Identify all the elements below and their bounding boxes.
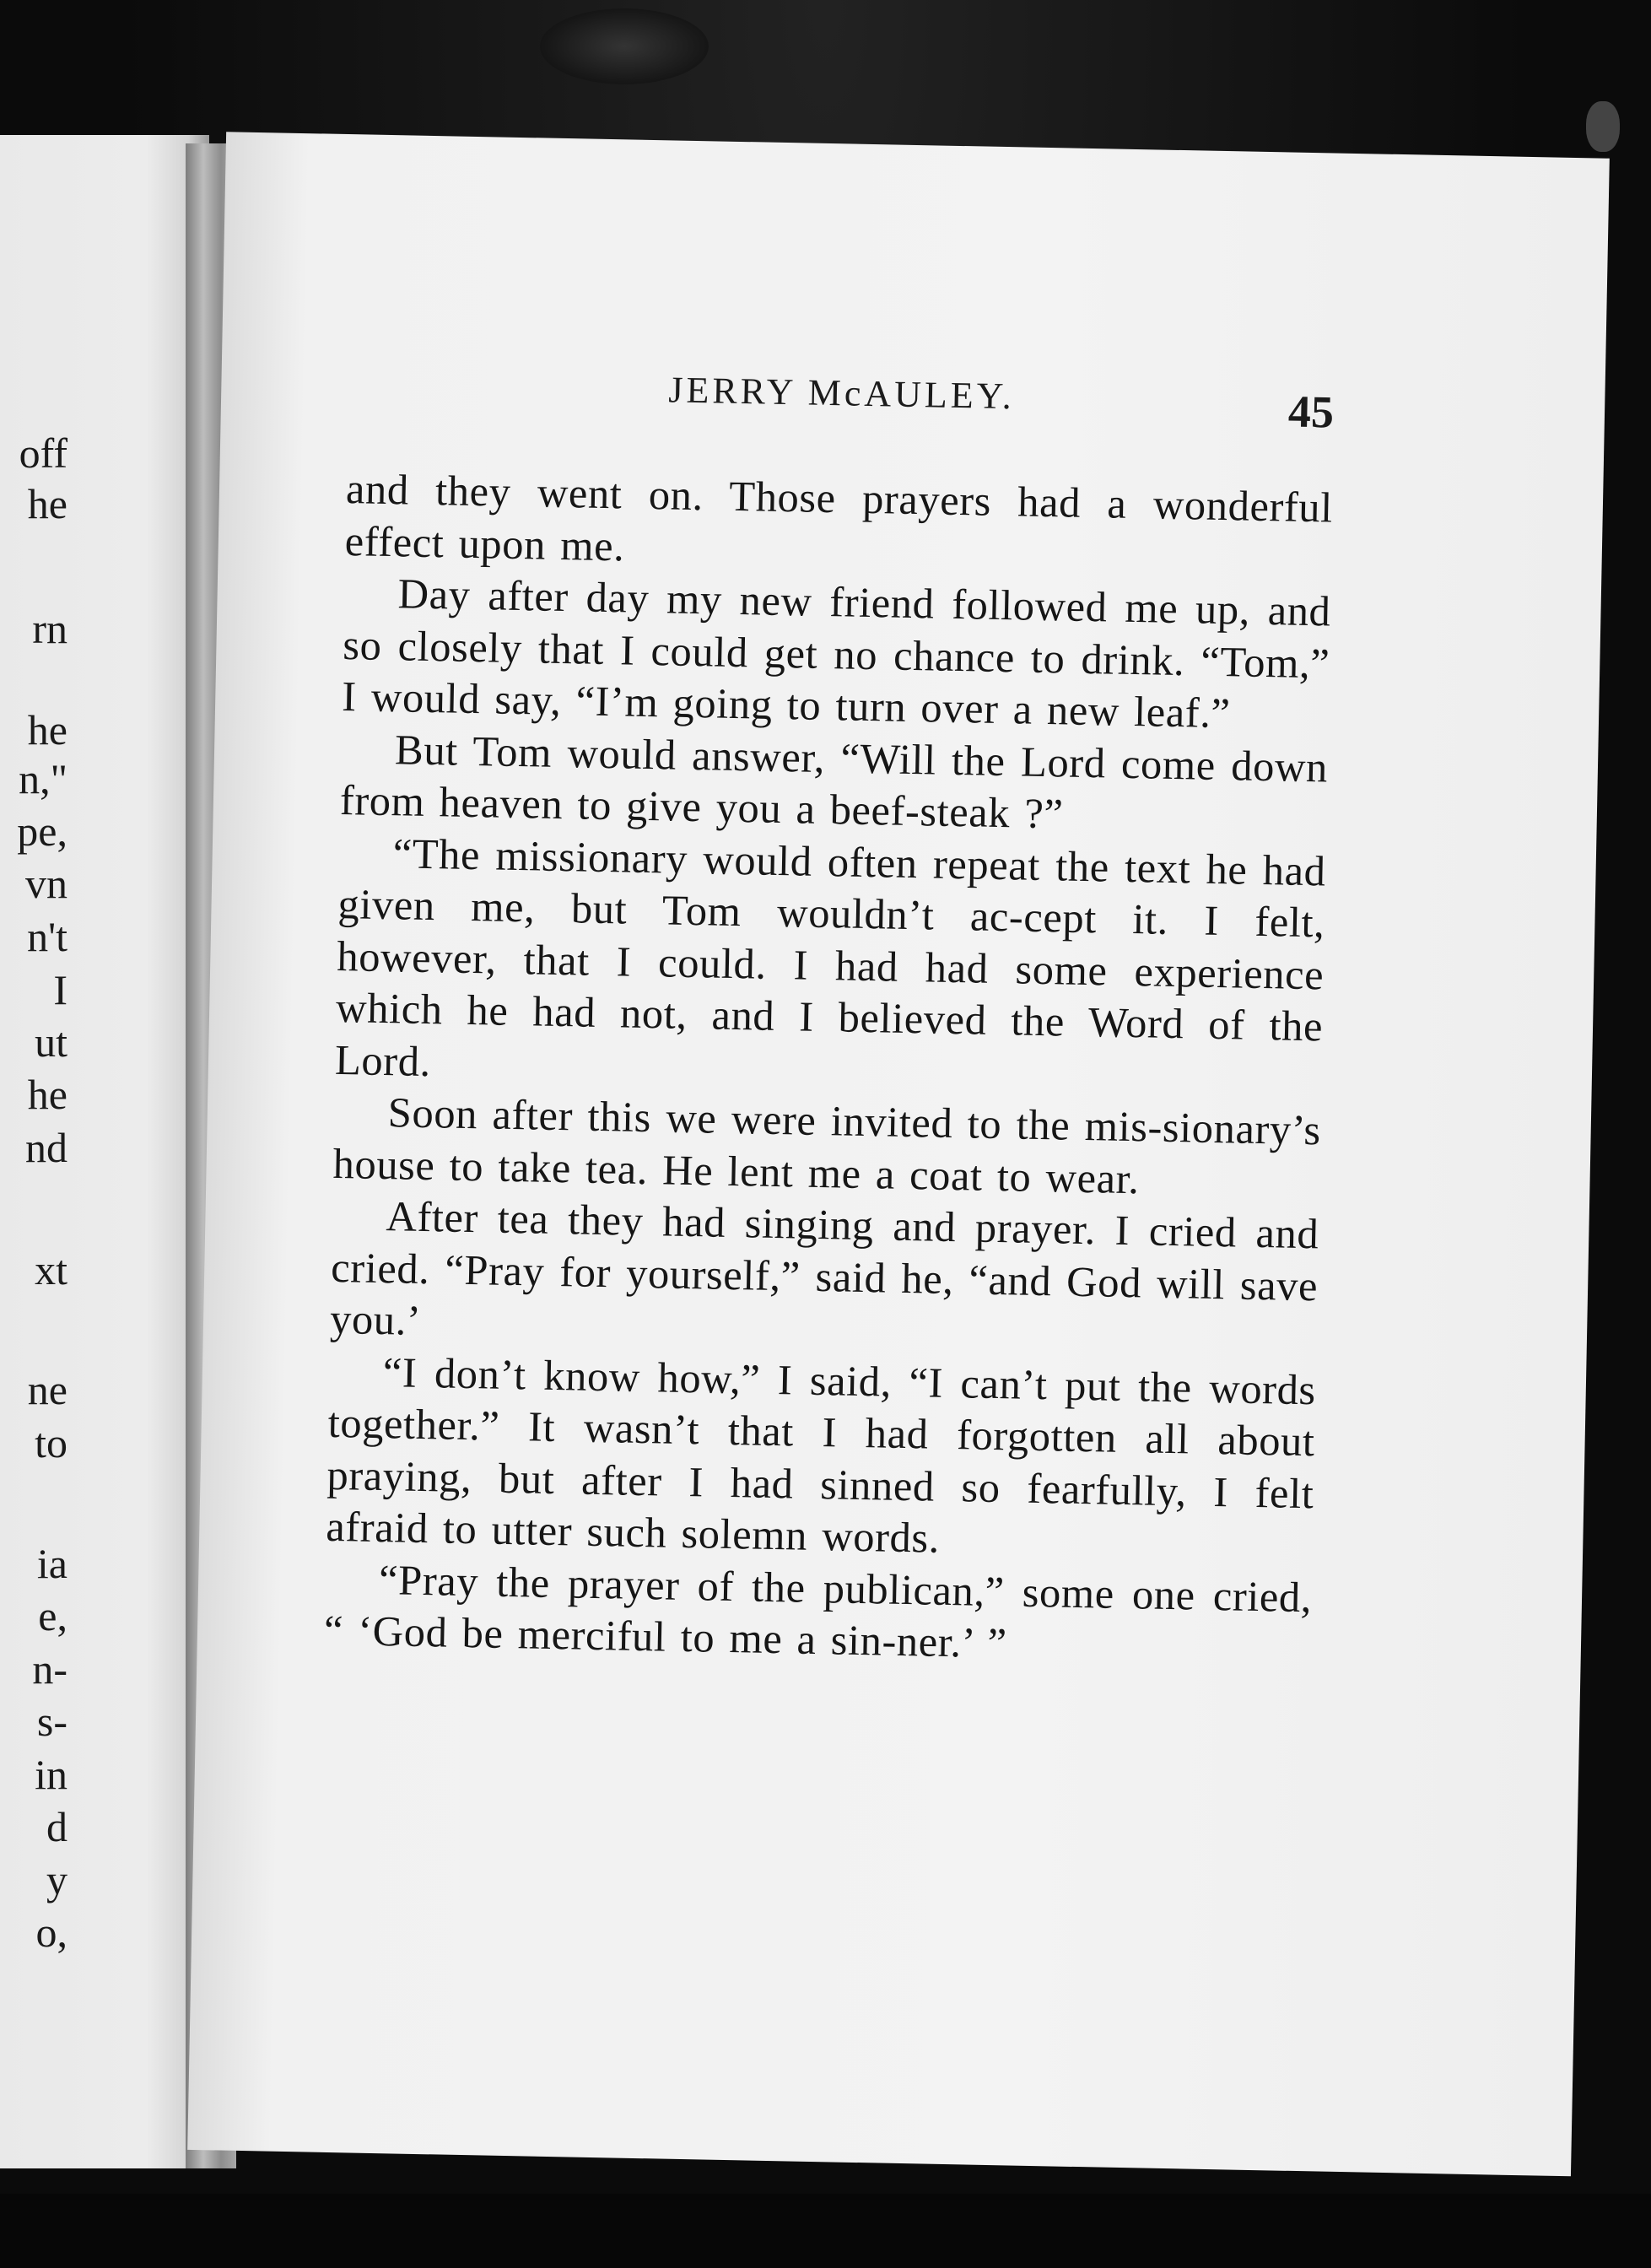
page-number: 45 <box>1287 386 1335 438</box>
paragraph: “The missionary would often repeat the text he had given me, but Tom wouldn’t ac-cept it. I felt, however, that I could. I had had some experience which he had not, and I believed the Word of the Lord. <box>334 829 1327 1085</box>
left-facing-page <box>0 135 209 2168</box>
line-fragment: n- <box>32 1645 67 1693</box>
running-title: JERRY McAULEY. <box>667 369 1016 418</box>
line-fragment: n," <box>19 755 67 802</box>
line-fragment: n't <box>27 913 67 960</box>
line-fragment: to <box>35 1419 67 1466</box>
left-page-fragments <box>0 135 209 2168</box>
line-fragment: he <box>27 1071 67 1118</box>
top-ink-blot <box>540 8 709 84</box>
line-fragment: d <box>46 1803 67 1850</box>
line-fragment: he <box>27 706 67 753</box>
paragraph: After tea they had singing and prayer. I cried and cried. “Pray for yourself,” said he, “and God will save you.’ <box>329 1192 1319 1344</box>
line-fragment: vn <box>25 860 67 907</box>
corner-mark <box>1586 101 1620 152</box>
paragraph: “Pray the prayer of the publican,” some one cried, “ ‘God be merciful to me a sin-ner.’ ” <box>323 1555 1313 1667</box>
line-fragment: o, <box>35 1909 67 1956</box>
line-fragment: ne <box>27 1366 67 1413</box>
paragraph: and they went on. Those prayers had a wonderful effect upon me. <box>344 465 1334 570</box>
line-fragment: pe, <box>17 807 67 855</box>
line-fragment: he <box>27 480 67 527</box>
line-fragment: s- <box>36 1698 67 1745</box>
line-fragment: rn <box>32 605 67 652</box>
paragraph: Day after day my new friend followed me up, and so closely that I could get no chance to drink. “Tom,” I would say, “I’m going to turn over a new leaf.” <box>341 570 1332 737</box>
line-fragment: e, <box>38 1592 67 1639</box>
running-head <box>221 359 1605 445</box>
line-fragment: nd <box>25 1124 67 1171</box>
line-fragment: xt <box>35 1246 67 1293</box>
body-text <box>323 463 1333 1676</box>
paragraph: Soon after this we were invited to the mis-sionary’s house to take tea. He lent me a coat to wear. <box>332 1088 1322 1202</box>
line-fragment: off <box>19 429 67 477</box>
paragraph: But Tom would answer, “Will the Lord come down from heaven to give you a beef-steak ?” <box>339 725 1329 838</box>
line-fragment: ia <box>36 1540 67 1587</box>
line-fragment: I <box>53 966 67 1013</box>
scan-bottom-edge <box>0 2194 1651 2268</box>
line-fragment: ut <box>35 1018 67 1066</box>
line-fragment: in <box>35 1751 67 1798</box>
book-page <box>187 132 1610 2176</box>
line-fragment: y <box>46 1856 67 1904</box>
paragraph: “I don’t know how,” I said, “I can’t put the words together.” It wasn’t that I had forgotten all about praying, but after I had sinned so fearfully, I felt afraid to utter such solemn words. <box>325 1347 1317 1562</box>
